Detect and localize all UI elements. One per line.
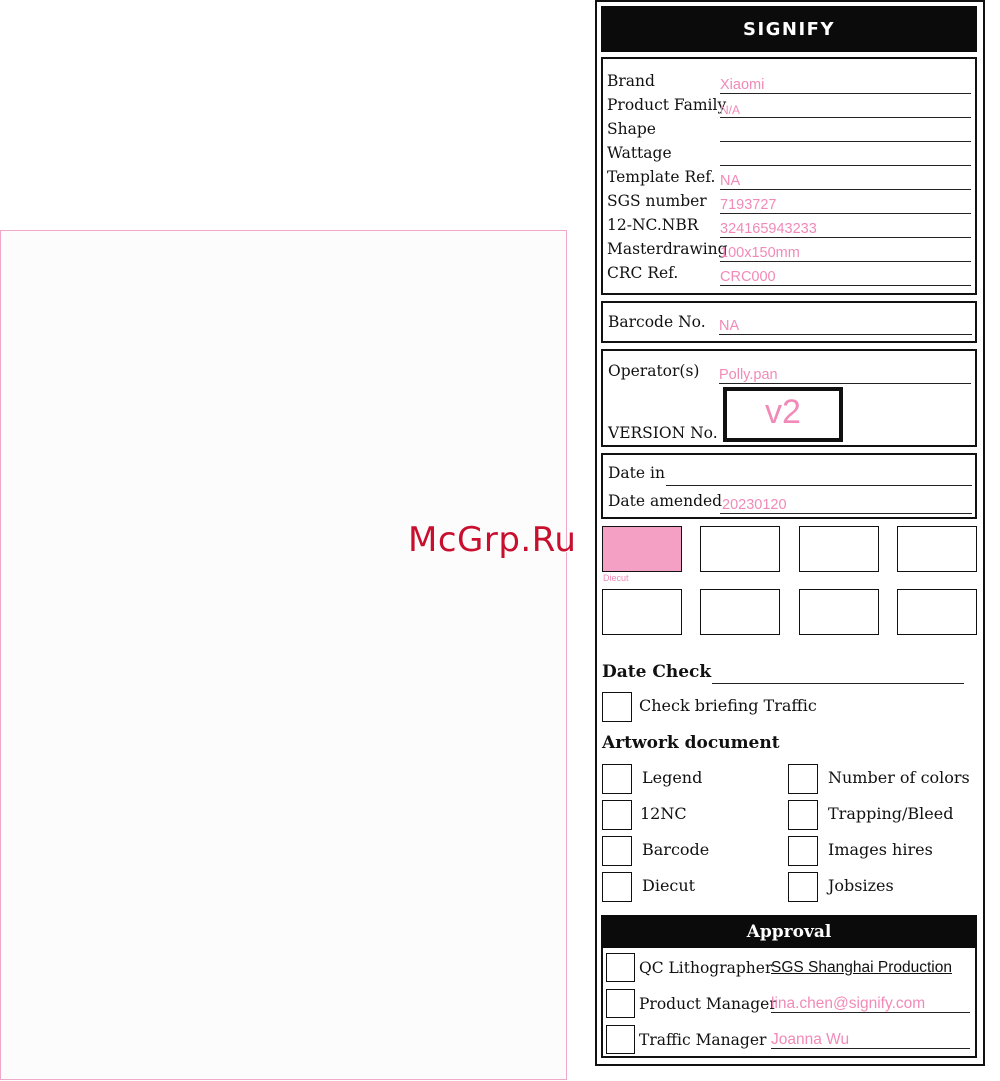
info-row-shape bbox=[607, 120, 971, 142]
date-amended-label: Date amended bbox=[608, 492, 723, 510]
qc-lithographer-checkbox[interactable] bbox=[606, 953, 635, 982]
dieline-artboard bbox=[0, 230, 567, 1080]
info-label: CRC Ref. bbox=[607, 264, 679, 282]
legend-checkbox[interactable] bbox=[602, 764, 632, 794]
info-value[interactable]: 100x150mm bbox=[720, 245, 800, 261]
traffic-manager-value[interactable]: Joanna Wu bbox=[771, 1031, 850, 1048]
qc-lithographer-value[interactable]: SGS Shanghai Production bbox=[771, 959, 952, 976]
qc-lithographer-label: QC Lithographer bbox=[639, 959, 773, 977]
info-value[interactable]: CRC000 bbox=[720, 269, 776, 285]
version-value[interactable]: v2 bbox=[723, 387, 843, 442]
version-label: VERSION No. bbox=[608, 424, 718, 442]
info-row-template-ref bbox=[607, 168, 971, 190]
images-hires-label: Images hires bbox=[828, 840, 933, 859]
check-briefing-label: Check briefing Traffic bbox=[639, 696, 817, 715]
header-title: SIGNIFY bbox=[601, 6, 977, 52]
color-swatch[interactable] bbox=[799, 589, 879, 635]
operator-row bbox=[608, 362, 971, 384]
barcode-value[interactable]: NA bbox=[719, 318, 740, 334]
barcode-label: Barcode No. bbox=[608, 313, 706, 331]
traffic-manager-label: Traffic Manager bbox=[639, 1031, 767, 1049]
info-row-sgs-number bbox=[607, 192, 971, 214]
info-row-12nc bbox=[607, 216, 971, 238]
operator-label: Operator(s) bbox=[608, 362, 700, 380]
info-label: Masterdrawing bbox=[607, 240, 728, 258]
color-swatch-diecut[interactable] bbox=[602, 526, 682, 572]
12nc-checkbox[interactable] bbox=[602, 800, 632, 830]
date-check-line[interactable] bbox=[712, 683, 964, 684]
color-swatch[interactable] bbox=[799, 526, 879, 572]
date-amended-value[interactable]: 20230120 bbox=[722, 497, 787, 513]
operator-value[interactable]: Polly.pan bbox=[719, 367, 778, 383]
info-row-brand bbox=[607, 72, 971, 94]
color-swatch[interactable] bbox=[602, 589, 682, 635]
barcode-check-label: Barcode bbox=[642, 840, 710, 859]
info-row-product-family bbox=[607, 96, 971, 118]
swatch-caption: Diecut bbox=[603, 573, 629, 583]
number-of-colors-label: Number of colors bbox=[828, 768, 970, 787]
info-label: Shape bbox=[607, 120, 656, 138]
product-manager-checkbox[interactable] bbox=[606, 989, 635, 1018]
diecut-checkbox[interactable] bbox=[602, 872, 632, 902]
approval-heading: Approval bbox=[601, 915, 977, 948]
info-row-wattage bbox=[607, 144, 971, 166]
info-label: Wattage bbox=[607, 144, 672, 162]
info-row-crc-ref bbox=[607, 264, 971, 286]
date-check-heading: Date Check bbox=[602, 662, 712, 682]
date-amended-row bbox=[608, 492, 972, 514]
jobsizes-label: Jobsizes bbox=[828, 876, 894, 895]
info-value[interactable]: 324165943233 bbox=[720, 221, 817, 237]
legend-label: Legend bbox=[642, 768, 703, 787]
check-briefing-checkbox[interactable] bbox=[602, 692, 632, 722]
jobsizes-checkbox[interactable] bbox=[788, 872, 818, 902]
info-value[interactable]: N/A bbox=[720, 103, 741, 117]
color-swatch[interactable] bbox=[897, 589, 977, 635]
diecut-label: Diecut bbox=[642, 876, 696, 895]
number-of-colors-checkbox[interactable] bbox=[788, 764, 818, 794]
trapping-bleed-checkbox[interactable] bbox=[788, 800, 818, 830]
product-manager-value[interactable]: lina.chen@signify.com bbox=[771, 995, 926, 1012]
date-in-row bbox=[608, 464, 972, 486]
barcode-checkbox[interactable] bbox=[602, 836, 632, 866]
date-in-label: Date in bbox=[608, 464, 665, 482]
info-value[interactable]: NA bbox=[720, 173, 741, 189]
12nc-label: 12NC bbox=[640, 804, 687, 823]
info-label: Product Family bbox=[607, 96, 727, 114]
product-manager-label: Product Manager bbox=[639, 995, 777, 1013]
watermark: McGrp.Ru bbox=[408, 520, 577, 560]
color-swatch[interactable] bbox=[897, 526, 977, 572]
traffic-manager-checkbox[interactable] bbox=[606, 1025, 635, 1054]
info-label: Template Ref. bbox=[607, 168, 716, 186]
color-swatch[interactable] bbox=[700, 589, 780, 635]
info-value[interactable]: Xiaomi bbox=[720, 77, 765, 93]
info-label: SGS number bbox=[607, 192, 707, 210]
color-swatch[interactable] bbox=[700, 526, 780, 572]
info-label: 12-NC.NBR bbox=[607, 216, 699, 234]
trapping-bleed-label: Trapping/Bleed bbox=[828, 804, 954, 823]
images-hires-checkbox[interactable] bbox=[788, 836, 818, 866]
artwork-heading: Artwork document bbox=[602, 733, 780, 753]
info-label: Brand bbox=[607, 72, 655, 90]
info-value[interactable]: 7193727 bbox=[720, 197, 777, 213]
info-row-masterdrawing bbox=[607, 240, 971, 262]
barcode-row bbox=[608, 313, 972, 335]
